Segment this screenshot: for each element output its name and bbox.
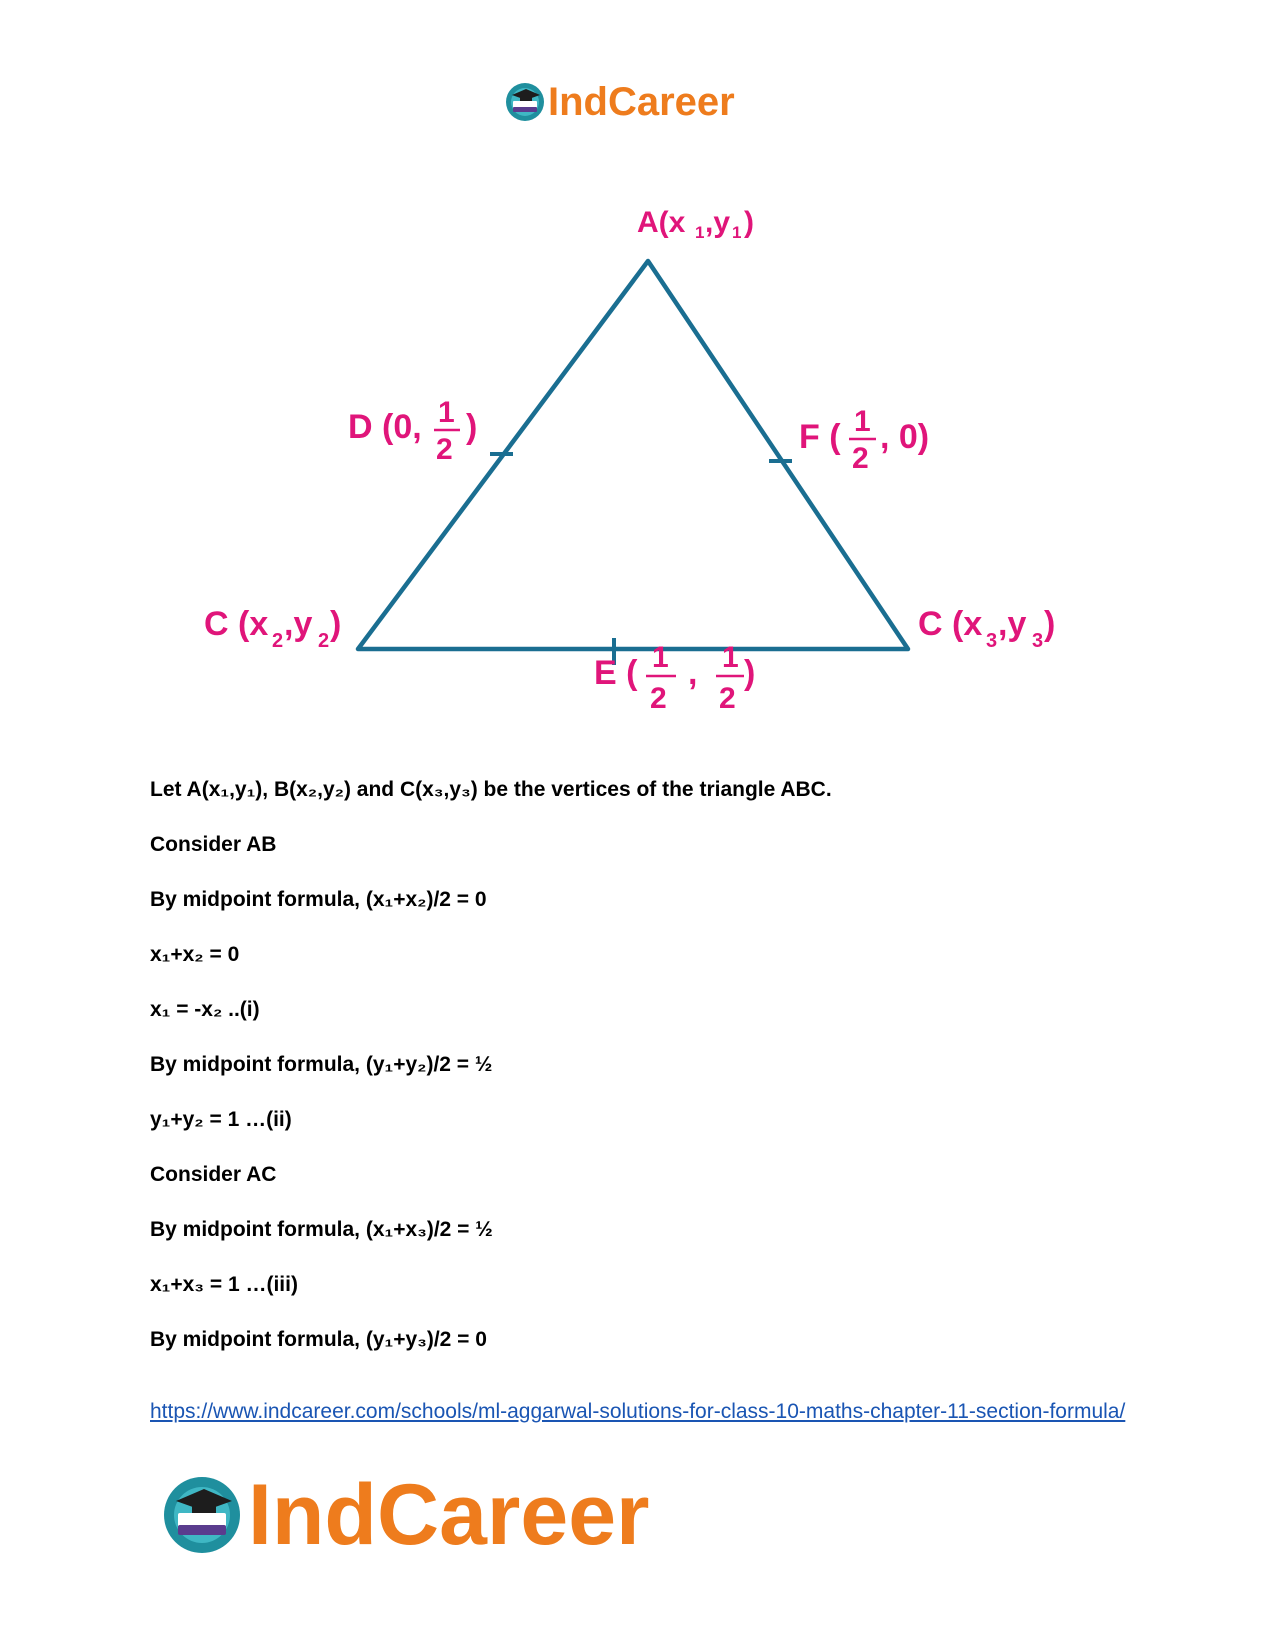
triangle-diagram bbox=[0, 195, 1275, 765]
label-vertex-a bbox=[637, 206, 754, 242]
label-e-comma: , bbox=[688, 654, 698, 692]
label-d-num: 1 bbox=[438, 396, 455, 429]
line-5: x₁ = -x₂ ..(i) bbox=[150, 998, 260, 1021]
label-c3-text: C (x bbox=[918, 605, 983, 643]
line-11: By midpoint formula, (y₁+y₃)/2 = 0 bbox=[150, 1328, 487, 1351]
label-c3-sub1: 3 bbox=[986, 630, 998, 652]
graduation-cap-icon bbox=[160, 1473, 244, 1557]
label-c2-close: ) bbox=[330, 605, 342, 643]
label-c3-text2: ,y bbox=[998, 605, 1027, 643]
label-c3-sub2: 3 bbox=[1032, 630, 1044, 652]
graduation-cap-icon bbox=[504, 81, 546, 123]
label-c2-text: C (x bbox=[204, 605, 269, 643]
label-e-close: ) bbox=[744, 654, 756, 692]
label-e-text: E ( bbox=[594, 654, 638, 692]
line-3: By midpoint formula, (x₁+x₂)/2 = 0 bbox=[150, 888, 487, 911]
label-e-num2: 1 bbox=[722, 641, 739, 674]
label-e-den2: 2 bbox=[719, 682, 736, 715]
label-c3-close: ) bbox=[1044, 605, 1056, 643]
line-6: By midpoint formula, (y₁+y₂)/2 = ½ bbox=[150, 1053, 493, 1076]
label-midpoint-e bbox=[594, 641, 755, 715]
line-9: By midpoint formula, (x₁+x₃)/2 = ½ bbox=[150, 1218, 493, 1241]
tick-marks bbox=[490, 454, 792, 665]
label-f-text: F ( bbox=[799, 418, 841, 456]
label-d-text: D (0, bbox=[348, 408, 422, 446]
line-4: x₁+x₂ = 0 bbox=[150, 943, 240, 966]
line-2: Consider AB bbox=[150, 833, 277, 856]
label-c2-sub2: 2 bbox=[318, 630, 330, 652]
line-8: Consider AC bbox=[150, 1163, 277, 1186]
label-e-num1: 1 bbox=[652, 641, 669, 674]
label-a-text2: ,y bbox=[705, 206, 731, 239]
brand-name: IndCareer bbox=[248, 1466, 650, 1563]
label-c2-text2: ,y bbox=[284, 605, 313, 643]
label-midpoint-d bbox=[348, 396, 477, 466]
label-a-text3: ) bbox=[744, 206, 754, 239]
solution-text bbox=[150, 778, 1150, 1383]
label-c2-sub1: 2 bbox=[272, 630, 284, 652]
label-a-sub1: 1 bbox=[695, 223, 705, 242]
line-1: Let A(x₁,y₁), B(x₂,y₂) and C(x₃,y₃) be the vertices of the triangle ABC. bbox=[150, 778, 832, 801]
label-f-den: 2 bbox=[852, 442, 869, 475]
label-f-num: 1 bbox=[854, 405, 871, 438]
source-link[interactable]: https://www.indcareer.com/schools/ml-aggarwal-solutions-for-class-10-maths-chapter-11-section-formula/ bbox=[150, 1400, 1126, 1423]
line-7: y₁+y₂ = 1 …(ii) bbox=[150, 1108, 292, 1131]
label-vertex-right bbox=[918, 605, 1055, 652]
label-d-den: 2 bbox=[436, 433, 453, 466]
label-a-text: A(x bbox=[637, 206, 686, 239]
label-e-den1: 2 bbox=[650, 682, 667, 715]
brand-name: IndCareer bbox=[548, 79, 735, 124]
label-vertex-left bbox=[204, 605, 341, 652]
label-d-close: ) bbox=[466, 408, 478, 446]
label-a-sub2: 1 bbox=[732, 223, 742, 242]
label-midpoint-f bbox=[799, 405, 929, 475]
indcareer-logo-bottom bbox=[160, 1466, 650, 1563]
indcareer-logo-top bbox=[504, 80, 735, 124]
label-f-rest: , 0) bbox=[880, 418, 930, 456]
line-10: x₁+x₃ = 1 …(iii) bbox=[150, 1273, 298, 1296]
